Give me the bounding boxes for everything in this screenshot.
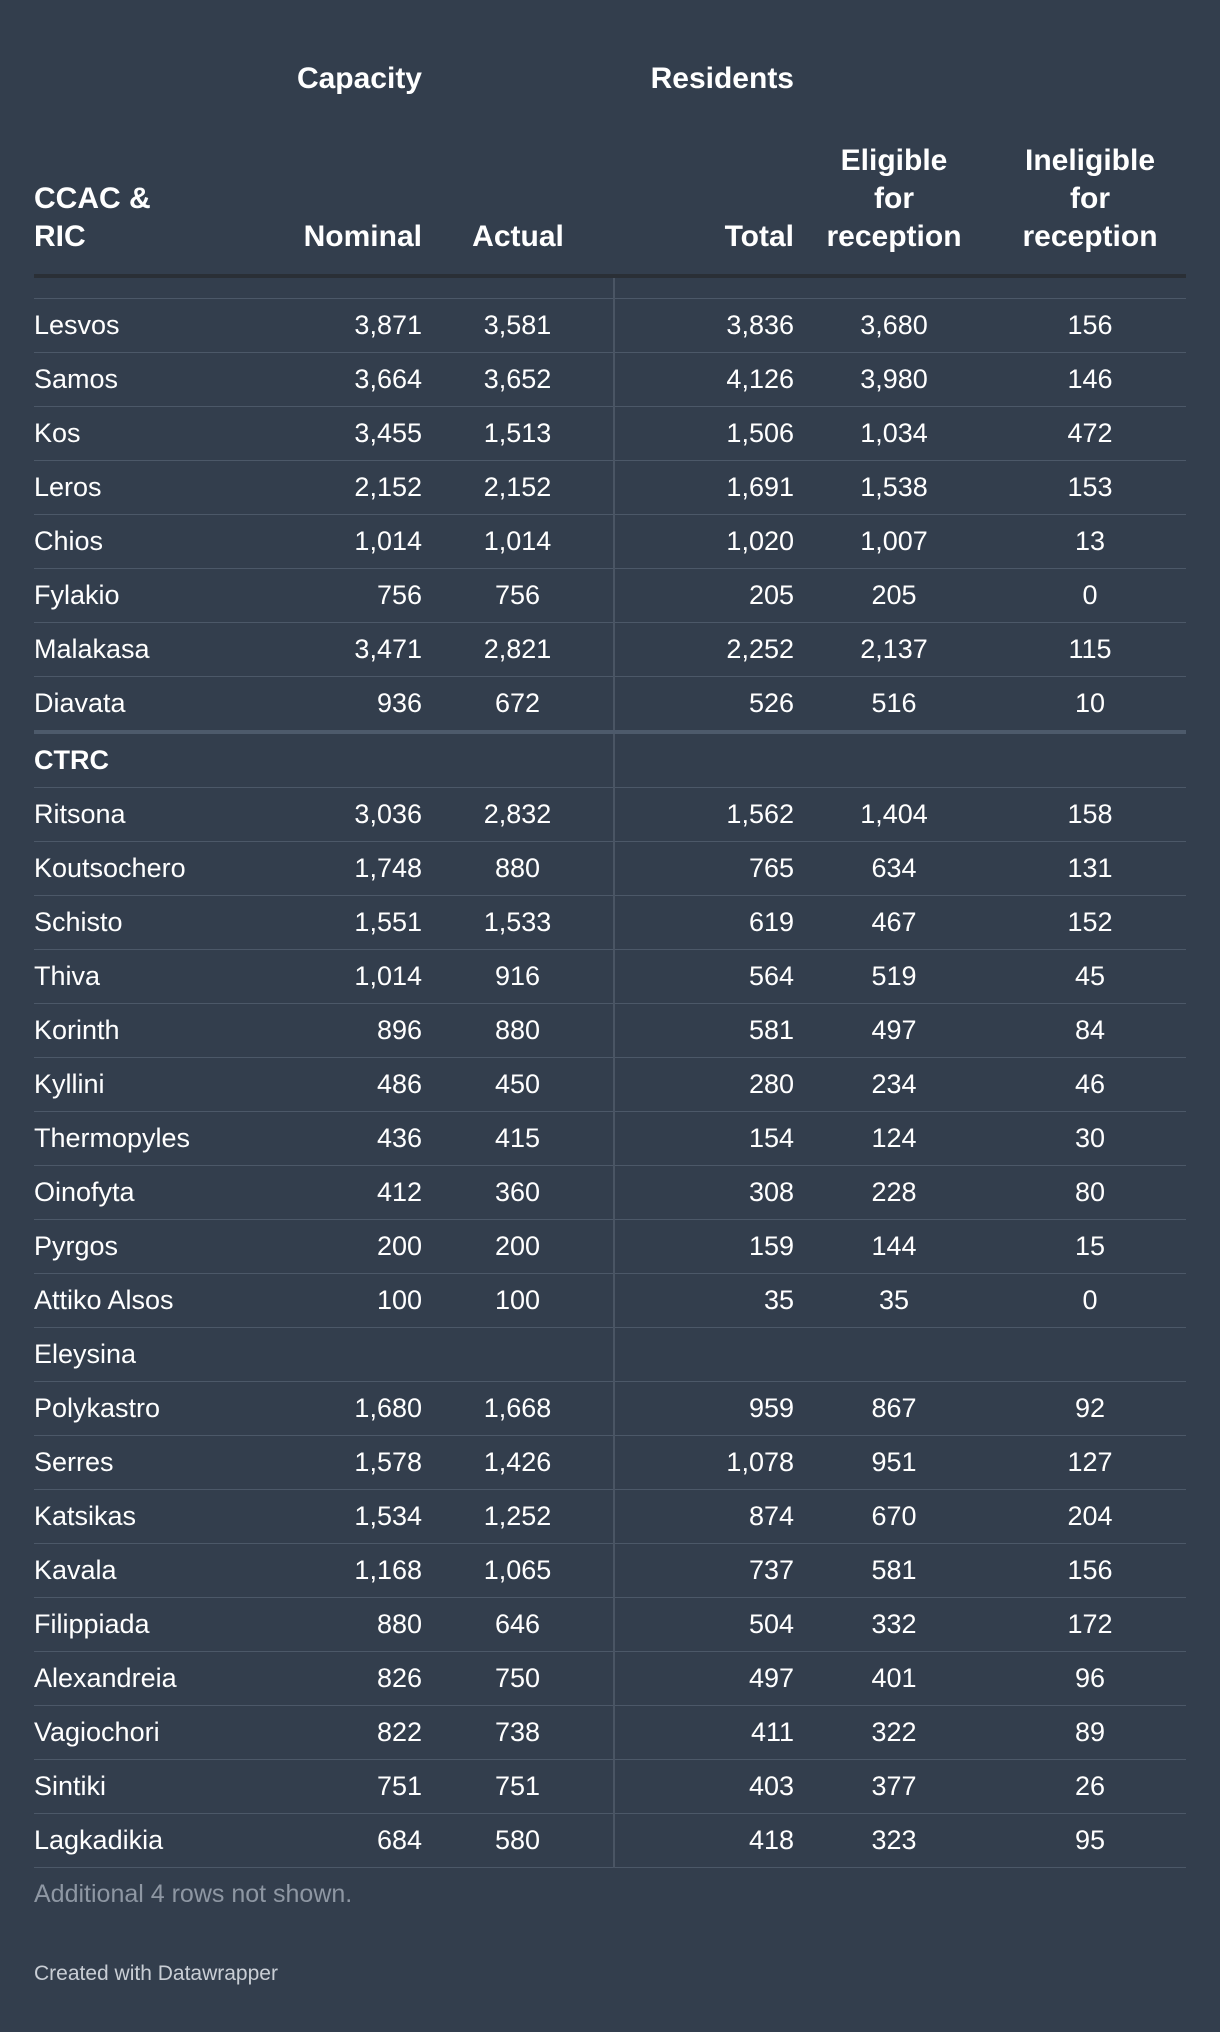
table-row [34, 1760, 1186, 1814]
cell-ineligible: 95 [994, 1814, 1186, 1868]
cell-total [614, 732, 794, 788]
cell-eligible: 332 [794, 1598, 994, 1652]
cell-nominal: 486 [234, 1058, 422, 1112]
cell-total: 154 [614, 1112, 794, 1166]
cell-eligible: 124 [794, 1112, 994, 1166]
cell-total: 403 [614, 1760, 794, 1814]
table-row [34, 1004, 1186, 1058]
cell-name: Lagkadikia [34, 1814, 234, 1868]
table-row [34, 1814, 1186, 1868]
cell-actual: 1,426 [422, 1436, 614, 1490]
cell-ineligible: 46 [994, 1058, 1186, 1112]
cell-name: Fylakio [34, 569, 234, 623]
table-row [34, 1220, 1186, 1274]
cell-actual: 100 [422, 1274, 614, 1328]
cell-name: Pyrgos [34, 1220, 234, 1274]
cell-eligible: 323 [794, 1814, 994, 1868]
cell-ineligible: 10 [994, 677, 1186, 733]
cell-actual: 2,821 [422, 623, 614, 677]
cell-nominal: 1,014 [234, 950, 422, 1004]
cell-nominal: 756 [234, 569, 422, 623]
cell-ineligible: 152 [994, 896, 1186, 950]
cell-actual: 3,652 [422, 353, 614, 407]
cell-nominal: 2,152 [234, 461, 422, 515]
cell-total: 1,020 [614, 515, 794, 569]
cell-nominal: 1,551 [234, 896, 422, 950]
cell-nominal: 936 [234, 677, 422, 733]
cell-nominal: 1,168 [234, 1544, 422, 1598]
cell-name: Sintiki [34, 1760, 234, 1814]
cell-eligible: 2,137 [794, 623, 994, 677]
cell-nominal: 3,036 [234, 788, 422, 842]
cell-nominal: 1,680 [234, 1382, 422, 1436]
cell-eligible: 951 [794, 1436, 994, 1490]
cell-ineligible: 146 [994, 353, 1186, 407]
cell-nominal: 436 [234, 1112, 422, 1166]
cell-eligible: 205 [794, 569, 994, 623]
cell-ineligible: 84 [994, 1004, 1186, 1058]
cell-eligible [794, 1328, 994, 1382]
cell-ineligible: 115 [994, 623, 1186, 677]
cell-eligible: 670 [794, 1490, 994, 1544]
cell-total: 564 [614, 950, 794, 1004]
cell-ineligible: 89 [994, 1706, 1186, 1760]
cell-actual: 672 [422, 677, 614, 733]
capacity-group-header: Capacity [296, 62, 422, 95]
cell-nominal: 1,748 [234, 842, 422, 896]
table-row [34, 1706, 1186, 1760]
cell-actual: 646 [422, 1598, 614, 1652]
cell-nominal: 826 [234, 1652, 422, 1706]
cell-eligible: 467 [794, 896, 994, 950]
cell-total: 4,126 [614, 353, 794, 407]
cell-ineligible: 80 [994, 1166, 1186, 1220]
cell-total: 35 [614, 1274, 794, 1328]
cell-ineligible: 472 [994, 407, 1186, 461]
cell-ineligible: 15 [994, 1220, 1186, 1274]
cell-name: Thermopyles [34, 1112, 234, 1166]
cell-name: Filippiada [34, 1598, 234, 1652]
cell-total: 619 [614, 896, 794, 950]
cell-ineligible: 158 [994, 788, 1186, 842]
cell-eligible: 581 [794, 1544, 994, 1598]
cell-name: Schisto [34, 896, 234, 950]
data-table [34, 60, 1186, 1868]
cell-nominal: 3,455 [234, 407, 422, 461]
cell-name: Eleysina [34, 1328, 234, 1382]
cell-actual [422, 732, 614, 788]
cell-nominal: 1,578 [234, 1436, 422, 1490]
cell-actual: 2,152 [422, 461, 614, 515]
cell-eligible: 322 [794, 1706, 994, 1760]
cell-eligible: 1,404 [794, 788, 994, 842]
cell-actual: 1,014 [422, 515, 614, 569]
table-row [34, 407, 1186, 461]
cell-actual: 580 [422, 1814, 614, 1868]
cell-ineligible: 204 [994, 1490, 1186, 1544]
header-nominal[interactable]: Nominal [303, 220, 422, 253]
cell-eligible: 35 [794, 1274, 994, 1328]
cell-name: Alexandreia [34, 1652, 234, 1706]
table-row [34, 1598, 1186, 1652]
cell-actual: 3,581 [422, 299, 614, 353]
cell-total: 526 [614, 677, 794, 733]
cell-name: Koutsochero [34, 842, 234, 896]
cell-actual: 750 [422, 1652, 614, 1706]
cell-total: 418 [614, 1814, 794, 1868]
table-spacer-row [34, 276, 1186, 299]
table-row [34, 299, 1186, 353]
cell-eligible: 144 [794, 1220, 994, 1274]
cell-name: Korinth [34, 1004, 234, 1058]
cell-ineligible: 153 [994, 461, 1186, 515]
cell-nominal [234, 732, 422, 788]
cell-name: Kavala [34, 1544, 234, 1598]
table-row [34, 1490, 1186, 1544]
cell-eligible: 519 [794, 950, 994, 1004]
cell-eligible [794, 732, 994, 788]
cell-actual: 2,832 [422, 788, 614, 842]
cell-actual: 1,668 [422, 1382, 614, 1436]
table-row [34, 1274, 1186, 1328]
cell-eligible: 1,034 [794, 407, 994, 461]
cell-eligible: 1,538 [794, 461, 994, 515]
cell-actual: 360 [422, 1166, 614, 1220]
cell-name: Diavata [34, 677, 234, 733]
cell-total: 737 [614, 1544, 794, 1598]
table-row [34, 1328, 1186, 1382]
table-row [34, 515, 1186, 569]
cell-nominal: 684 [234, 1814, 422, 1868]
cell-actual: 880 [422, 842, 614, 896]
header-actual[interactable]: Actual [472, 220, 564, 253]
datawrapper-credit: Created with Datawrapper [34, 1962, 278, 1985]
cell-actual: 1,513 [422, 407, 614, 461]
cell-nominal: 3,871 [234, 299, 422, 353]
cell-nominal: 3,471 [234, 623, 422, 677]
table-body [34, 276, 1186, 1868]
cell-total: 159 [614, 1220, 794, 1274]
cell-ineligible: 0 [994, 569, 1186, 623]
header-total[interactable]: Total [724, 220, 794, 253]
cell-total: 959 [614, 1382, 794, 1436]
cell-name: Oinofyta [34, 1166, 234, 1220]
cell-total [614, 1328, 794, 1382]
cell-total: 1,078 [614, 1436, 794, 1490]
table-row [34, 950, 1186, 1004]
table-row [34, 788, 1186, 842]
cell-eligible: 3,680 [794, 299, 994, 353]
cell-ineligible: 131 [994, 842, 1186, 896]
cell-nominal: 412 [234, 1166, 422, 1220]
cell-name: Leros [34, 461, 234, 515]
table-row [34, 1112, 1186, 1166]
cell-eligible: 228 [794, 1166, 994, 1220]
header-eligible[interactable]: Eligible for reception [826, 144, 962, 253]
cell-total: 497 [614, 1652, 794, 1706]
cell-actual: 1,252 [422, 1490, 614, 1544]
cell-name: Katsikas [34, 1490, 234, 1544]
cell-total: 1,691 [614, 461, 794, 515]
cell-actual: 880 [422, 1004, 614, 1058]
cell-name: Kyllini [34, 1058, 234, 1112]
cell-ineligible [994, 1328, 1186, 1382]
cell-eligible: 634 [794, 842, 994, 896]
cell-ineligible: 96 [994, 1652, 1186, 1706]
cell-nominal: 822 [234, 1706, 422, 1760]
cell-name: Serres [34, 1436, 234, 1490]
cell-ineligible: 45 [994, 950, 1186, 1004]
cell-nominal [234, 1328, 422, 1382]
header-ineligible[interactable]: Ineligible for reception [1022, 144, 1158, 253]
cell-name: Chios [34, 515, 234, 569]
cell-actual [422, 1328, 614, 1382]
cell-eligible: 1,007 [794, 515, 994, 569]
cell-name: Polykastro [34, 1382, 234, 1436]
cell-nominal: 751 [234, 1760, 422, 1814]
residents-group-header: Residents [650, 62, 794, 95]
cell-actual: 450 [422, 1058, 614, 1112]
cell-name: CTRC [34, 732, 234, 788]
header-name[interactable]: CCAC & RIC [34, 182, 151, 253]
cell-name: Ritsona [34, 788, 234, 842]
cell-total: 280 [614, 1058, 794, 1112]
cell-total: 581 [614, 1004, 794, 1058]
section-header-row [34, 732, 1186, 788]
cell-name: Samos [34, 353, 234, 407]
cell-nominal: 200 [234, 1220, 422, 1274]
table-row [34, 1058, 1186, 1112]
cell-ineligible: 26 [994, 1760, 1186, 1814]
column-group-header-row [34, 60, 1186, 104]
cell-ineligible [994, 732, 1186, 788]
cell-eligible: 377 [794, 1760, 994, 1814]
cell-ineligible: 13 [994, 515, 1186, 569]
table-row [34, 677, 1186, 733]
cell-nominal: 880 [234, 1598, 422, 1652]
cell-ineligible: 0 [994, 1274, 1186, 1328]
cell-nominal: 1,534 [234, 1490, 422, 1544]
table-row [34, 1382, 1186, 1436]
cell-nominal: 1,014 [234, 515, 422, 569]
cell-ineligible: 156 [994, 299, 1186, 353]
cell-actual: 916 [422, 950, 614, 1004]
table-row [34, 569, 1186, 623]
cell-total: 308 [614, 1166, 794, 1220]
table-row [34, 842, 1186, 896]
table-row [34, 1166, 1186, 1220]
cell-total: 765 [614, 842, 794, 896]
cell-actual: 415 [422, 1112, 614, 1166]
cell-name: Malakasa [34, 623, 234, 677]
cell-name: Lesvos [34, 299, 234, 353]
cell-total: 504 [614, 1598, 794, 1652]
cell-name: Attiko Alsos [34, 1274, 234, 1328]
table-row [34, 1544, 1186, 1598]
cell-eligible: 3,980 [794, 353, 994, 407]
table-row [34, 623, 1186, 677]
cell-name: Kos [34, 407, 234, 461]
cell-ineligible: 156 [994, 1544, 1186, 1598]
cell-actual: 200 [422, 1220, 614, 1274]
cell-actual: 751 [422, 1760, 614, 1814]
cell-eligible: 234 [794, 1058, 994, 1112]
cell-ineligible: 172 [994, 1598, 1186, 1652]
cell-actual: 1,533 [422, 896, 614, 950]
cell-actual: 738 [422, 1706, 614, 1760]
cell-actual: 756 [422, 569, 614, 623]
cell-total: 411 [614, 1706, 794, 1760]
cell-eligible: 867 [794, 1382, 994, 1436]
cell-ineligible: 92 [994, 1382, 1186, 1436]
cell-ineligible: 127 [994, 1436, 1186, 1490]
cell-total: 205 [614, 569, 794, 623]
cell-ineligible: 30 [994, 1112, 1186, 1166]
cell-total: 3,836 [614, 299, 794, 353]
table-row [34, 461, 1186, 515]
cell-nominal: 896 [234, 1004, 422, 1058]
cell-eligible: 516 [794, 677, 994, 733]
rows-hidden-note: Additional 4 rows not shown. [34, 1880, 353, 1908]
cell-total: 1,506 [614, 407, 794, 461]
cell-actual: 1,065 [422, 1544, 614, 1598]
cell-total: 874 [614, 1490, 794, 1544]
cell-nominal: 3,664 [234, 353, 422, 407]
cell-name: Vagiochori [34, 1706, 234, 1760]
table-row [34, 1436, 1186, 1490]
table-row [34, 896, 1186, 950]
cell-eligible: 401 [794, 1652, 994, 1706]
cell-total: 1,562 [614, 788, 794, 842]
cell-name: Thiva [34, 950, 234, 1004]
table-row [34, 353, 1186, 407]
cell-nominal: 100 [234, 1274, 422, 1328]
column-header-row [34, 104, 1186, 276]
cell-total: 2,252 [614, 623, 794, 677]
table-row [34, 1652, 1186, 1706]
cell-eligible: 497 [794, 1004, 994, 1058]
